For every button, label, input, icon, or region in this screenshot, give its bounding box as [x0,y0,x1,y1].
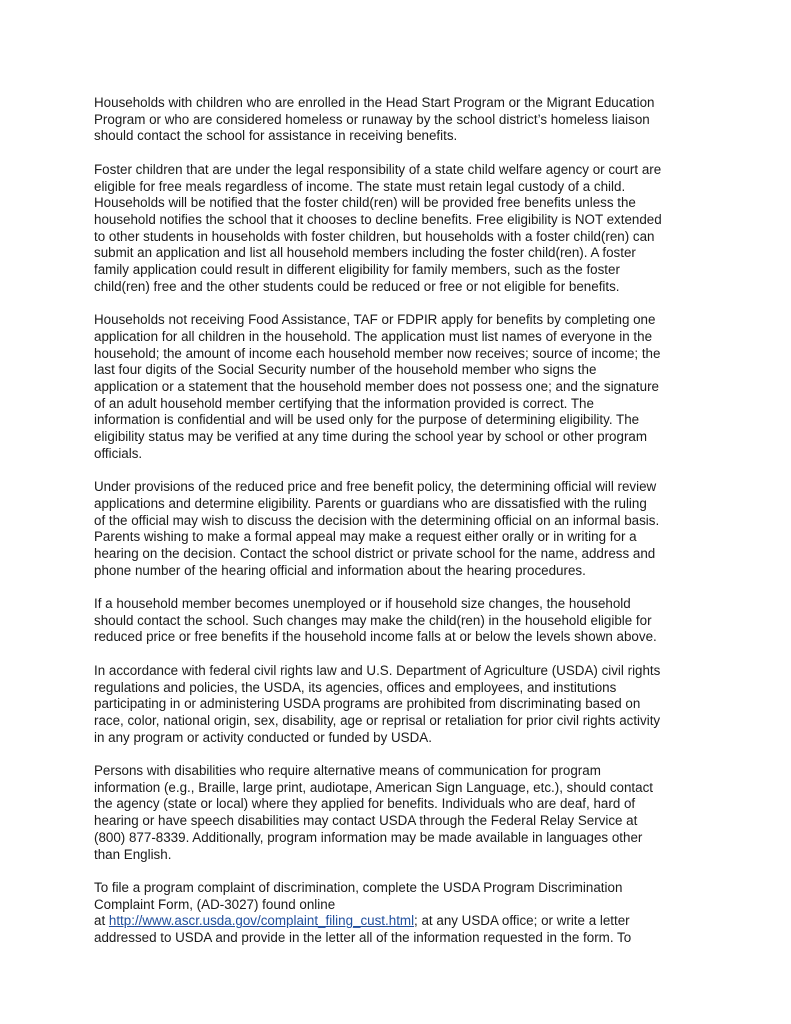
text-line: officials. [94,445,143,461]
text-line: Parents wishing to make a formal appeal may make a request either orally or in writing for a [94,529,637,545]
paragraph-application [94,312,704,462]
text-line: reduced price or free benefits if the household income falls at or below the levels shown above. [94,629,657,645]
text-line: household notifies the school that it chooses to decline benefits. Free eligibility is NOT extended [94,211,662,227]
text-line: application for all children in the household. The application must list names of everyone in the [94,328,653,344]
text-line: submit an application and list all household members including the foster child(ren). A foster [94,245,636,261]
text-fragment: ; at any USDA office; or write a letter [414,913,630,929]
text-line: the agency (state or local) where they applied for benefits. Individuals who are deaf, hard of [94,796,636,812]
text-line: Households not receiving Food Assistance, TAF or FDPIR apply for benefits by completing one [94,312,656,328]
text-line: If a household member becomes unemployed or if household size changes, the household [94,596,631,612]
text-line: eligible for free meals regardless of income. The state must retain legal custody of a child. [94,178,626,194]
complaint-form-link[interactable]: http://www.ascr.usda.gov/complaint_filing_cust.html [108,913,415,929]
text-line-with-link [94,913,704,930]
text-line: information (e.g., Braille, large print, audiotape, American Sign Language, etc.), should contact [94,779,654,795]
text-line: phone number of the hearing official and information about the hearing procedures. [94,562,586,578]
text-line: household; the amount of income each household member now receives; source of income; the [94,345,661,361]
text-line: eligibility status may be verified at any time during the school year by school or other program [94,429,648,445]
text-line: Households with children who are enrolled in the Head Start Program or the Migrant Education [94,95,655,110]
text-line: of the official may wish to discuss the decision with the determining official on an informal basis. [94,512,660,528]
text-line: addressed to USDA and provide in the letter all of the information requested in the form. To [94,930,632,946]
text-line: Households will be notified that the foster child(ren) will be provided free benefits unless the [94,195,636,211]
paragraph-civil-rights [94,663,704,747]
text-line: regulations and policies, the USDA, its agencies, offices and employees, and institutions [94,679,617,695]
text-line: Foster children that are under the legal responsibility of a state child welfare agency or court are [94,161,662,177]
text-line: participating in or administering USDA programs are prohibited from discriminating based on [94,696,641,712]
text-line: (800) 877-8339. Additionally, program information may be made available in languages other [94,829,643,845]
text-line: Program or who are considered homeless or runaway by the school district’s homeless liaison [94,111,650,127]
document-body [94,95,704,963]
text-line: Under provisions of the reduced price and free benefit policy, the determining official will review [94,479,657,495]
paragraph-disabilities [94,763,704,863]
text-line: should contact the school. Such changes may make the child(ren) in the household eligible for [94,612,652,628]
paragraph-household-changes [94,596,704,646]
text-fragment: at [94,913,109,929]
text-line: race, color, national origin, sex, disability, age or reprisal or retaliation for prior civil rights activity [94,712,661,728]
text-line: family application could result in different eligibility for family members, such as the foster [94,262,620,278]
text-line: To file a program complaint of discrimination, complete the USDA Program Discrimination [94,879,623,895]
paragraph-foster-children [94,162,704,296]
text-line: Complaint Form, (AD-3027) found online [94,896,336,912]
text-line: of an adult household member certifying that the information provided is correct. The [94,395,594,411]
text-line: than English. [94,846,172,862]
text-line: should contact the school for assistance in receiving benefits. [94,128,458,144]
text-line: hearing on the decision. Contact the school district or private school for the name, address and [94,545,656,561]
paragraph-head-start [94,95,704,145]
text-line: In accordance with federal civil rights law and U.S. Department of Agriculture (USDA) civil rights [94,662,661,678]
text-line: last four digits of the Social Security number of the household member who signs the [94,362,597,378]
text-line: hearing or have speech disabilities may contact USDA through the Federal Relay Service at [94,813,638,829]
text-line: in any program or activity conducted or funded by USDA. [94,729,432,745]
paragraph-appeals [94,479,704,579]
text-line: information is confidential and will be used only for the purpose of determining eligibility. The [94,412,640,428]
text-line: to other students in households with foster children, but households with a foster child(ren) can [94,228,655,244]
text-line: Persons with disabilities who require alternative means of communication for program [94,763,601,779]
text-line: application or a statement that the household member does not possess one; and the signature [94,378,660,394]
paragraph-complaint [94,880,704,947]
text-line: child(ren) free and the other students could be reduced or free or not eligible for benefits. [94,278,620,294]
text-line: applications and determine eligibility. Parents or guardians who are dissatisfied with the ruling [94,495,647,511]
